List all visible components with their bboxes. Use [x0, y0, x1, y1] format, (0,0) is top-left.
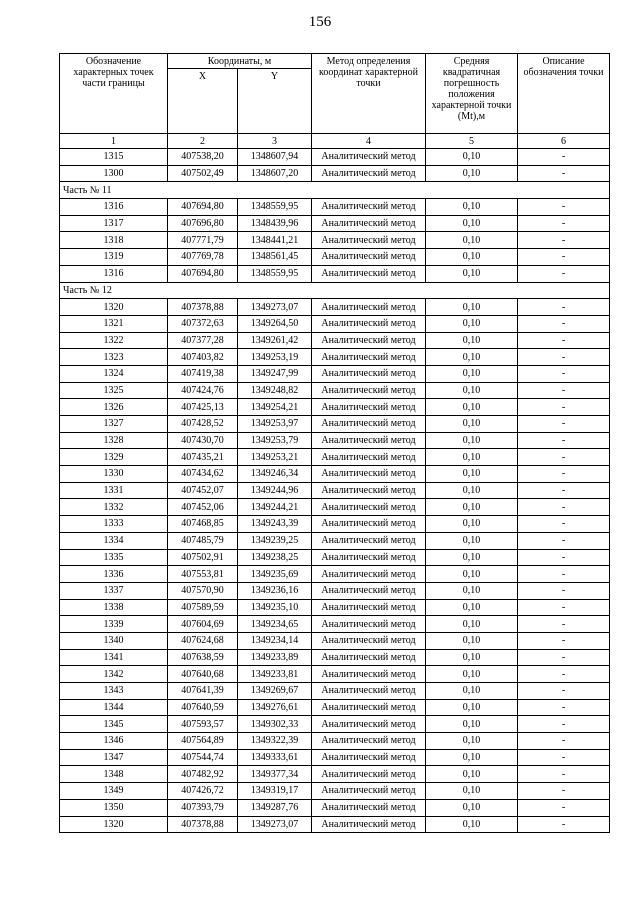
- description-cell: -: [518, 649, 610, 666]
- point-id-cell: 1343: [60, 683, 168, 700]
- table-row: [60, 649, 610, 666]
- y-coordinate-cell: 1349253,21: [238, 449, 312, 466]
- method-cell: Аналитический метод: [312, 599, 426, 616]
- y-coordinate-cell: 1349247,99: [238, 365, 312, 382]
- y-coordinate-cell: 1349261,42: [238, 332, 312, 349]
- error-cell: 0,10: [426, 716, 518, 733]
- y-coordinate-cell: 1349233,89: [238, 649, 312, 666]
- description-cell: -: [518, 632, 610, 649]
- y-coordinate-cell: 1348441,21: [238, 232, 312, 249]
- y-coordinate-cell: 1349254,21: [238, 399, 312, 416]
- method-cell: Аналитический метод: [312, 783, 426, 800]
- table-row: [60, 532, 610, 549]
- method-cell: Аналитический метод: [312, 766, 426, 783]
- y-coordinate-cell: 1349239,25: [238, 532, 312, 549]
- x-coordinate-cell: 407694,80: [168, 265, 238, 282]
- error-cell: 0,10: [426, 699, 518, 716]
- header-y: Y: [238, 69, 312, 134]
- x-coordinate-cell: 407624,68: [168, 632, 238, 649]
- description-cell: -: [518, 499, 610, 516]
- description-cell: -: [518, 466, 610, 483]
- point-id-cell: 1328: [60, 432, 168, 449]
- error-cell: 0,10: [426, 599, 518, 616]
- y-coordinate-cell: 1349246,34: [238, 466, 312, 483]
- table-row: [60, 666, 610, 683]
- description-cell: -: [518, 232, 610, 249]
- method-cell: Аналитический метод: [312, 549, 426, 566]
- error-cell: 0,10: [426, 499, 518, 516]
- y-coordinate-cell: 1349235,69: [238, 566, 312, 583]
- description-cell: -: [518, 249, 610, 266]
- x-coordinate-cell: 407638,59: [168, 649, 238, 666]
- description-cell: -: [518, 566, 610, 583]
- method-cell: Аналитический метод: [312, 616, 426, 633]
- table-row: [60, 299, 610, 316]
- method-cell: Аналитический метод: [312, 516, 426, 533]
- y-coordinate-cell: 1348559,95: [238, 199, 312, 216]
- table-row: [60, 482, 610, 499]
- point-id-cell: 1315: [60, 149, 168, 166]
- column-number: 1: [60, 134, 168, 149]
- point-id-cell: 1348: [60, 766, 168, 783]
- table-row: [60, 249, 610, 266]
- x-coordinate-cell: 407553,81: [168, 566, 238, 583]
- table-row: [60, 466, 610, 483]
- table-row: [60, 332, 610, 349]
- method-cell: Аналитический метод: [312, 566, 426, 583]
- error-cell: 0,10: [426, 265, 518, 282]
- description-cell: -: [518, 516, 610, 533]
- y-coordinate-cell: 1349273,07: [238, 816, 312, 833]
- y-coordinate-cell: 1349253,79: [238, 432, 312, 449]
- method-cell: Аналитический метод: [312, 365, 426, 382]
- point-id-cell: 1332: [60, 499, 168, 516]
- point-id-cell: 1350: [60, 799, 168, 816]
- x-coordinate-cell: 407771,79: [168, 232, 238, 249]
- x-coordinate-cell: 407419,38: [168, 365, 238, 382]
- description-cell: -: [518, 299, 610, 316]
- method-cell: Аналитический метод: [312, 232, 426, 249]
- error-cell: 0,10: [426, 733, 518, 750]
- point-id-cell: 1320: [60, 299, 168, 316]
- description-cell: -: [518, 315, 610, 332]
- x-coordinate-cell: 407593,57: [168, 716, 238, 733]
- description-cell: -: [518, 165, 610, 182]
- description-cell: -: [518, 699, 610, 716]
- point-id-cell: 1349: [60, 783, 168, 800]
- header-method: Метод определения координат характерной точки: [312, 54, 426, 134]
- table-row: [60, 449, 610, 466]
- error-cell: 0,10: [426, 616, 518, 633]
- description-cell: -: [518, 349, 610, 366]
- point-id-cell: 1323: [60, 349, 168, 366]
- point-id-cell: 1334: [60, 532, 168, 549]
- method-cell: Аналитический метод: [312, 699, 426, 716]
- x-coordinate-cell: 407641,39: [168, 683, 238, 700]
- x-coordinate-cell: 407452,06: [168, 499, 238, 516]
- y-coordinate-cell: 1349319,17: [238, 783, 312, 800]
- error-cell: 0,10: [426, 532, 518, 549]
- y-coordinate-cell: 1349253,97: [238, 416, 312, 433]
- x-coordinate-cell: 407426,72: [168, 783, 238, 800]
- table-row: [60, 632, 610, 649]
- error-cell: 0,10: [426, 649, 518, 666]
- table-body: [60, 149, 610, 833]
- table-row: [60, 699, 610, 716]
- table-row: [60, 549, 610, 566]
- point-id-cell: 1338: [60, 599, 168, 616]
- method-cell: Аналитический метод: [312, 265, 426, 282]
- description-cell: -: [518, 666, 610, 683]
- error-cell: 0,10: [426, 582, 518, 599]
- description-cell: -: [518, 766, 610, 783]
- error-cell: 0,10: [426, 299, 518, 316]
- description-cell: -: [518, 549, 610, 566]
- table-row: [60, 149, 610, 166]
- table-row: [60, 432, 610, 449]
- table-row: [60, 315, 610, 332]
- table-row: [60, 683, 610, 700]
- x-coordinate-cell: 407589,59: [168, 599, 238, 616]
- y-coordinate-cell: 1348561,45: [238, 249, 312, 266]
- y-coordinate-cell: 1349243,39: [238, 516, 312, 533]
- error-cell: 0,10: [426, 416, 518, 433]
- method-cell: Аналитический метод: [312, 215, 426, 232]
- error-cell: 0,10: [426, 332, 518, 349]
- description-cell: -: [518, 382, 610, 399]
- description-cell: -: [518, 616, 610, 633]
- table-row: [60, 783, 610, 800]
- table-row: [60, 566, 610, 583]
- x-coordinate-cell: 407377,28: [168, 332, 238, 349]
- method-cell: Аналитический метод: [312, 349, 426, 366]
- description-cell: -: [518, 449, 610, 466]
- point-id-cell: 1330: [60, 466, 168, 483]
- table-row: [60, 416, 610, 433]
- table-row: [60, 382, 610, 399]
- error-cell: 0,10: [426, 382, 518, 399]
- table-row: [60, 215, 610, 232]
- table-row: [60, 616, 610, 633]
- x-coordinate-cell: 407544,74: [168, 749, 238, 766]
- method-cell: Аналитический метод: [312, 332, 426, 349]
- point-id-cell: 1300: [60, 165, 168, 182]
- point-id-cell: 1327: [60, 416, 168, 433]
- x-coordinate-cell: 407424,76: [168, 382, 238, 399]
- point-id-cell: 1316: [60, 265, 168, 282]
- y-coordinate-cell: 1348607,20: [238, 165, 312, 182]
- description-cell: -: [518, 432, 610, 449]
- header-description: Описание обозначения точки: [518, 54, 610, 134]
- x-coordinate-cell: 407425,13: [168, 399, 238, 416]
- error-cell: 0,10: [426, 783, 518, 800]
- table-row: [60, 816, 610, 833]
- header-designation: Обозначение характерных точек части границы: [60, 54, 168, 134]
- method-cell: Аналитический метод: [312, 733, 426, 750]
- x-coordinate-cell: 407434,62: [168, 466, 238, 483]
- point-id-cell: 1320: [60, 816, 168, 833]
- point-id-cell: 1336: [60, 566, 168, 583]
- x-coordinate-cell: 407378,88: [168, 299, 238, 316]
- x-coordinate-cell: 407604,69: [168, 616, 238, 633]
- error-cell: 0,10: [426, 449, 518, 466]
- description-cell: -: [518, 215, 610, 232]
- y-coordinate-cell: 1349302,33: [238, 716, 312, 733]
- x-coordinate-cell: 407403,82: [168, 349, 238, 366]
- column-number: 5: [426, 134, 518, 149]
- error-cell: 0,10: [426, 349, 518, 366]
- x-coordinate-cell: 407502,91: [168, 549, 238, 566]
- description-cell: -: [518, 749, 610, 766]
- description-cell: -: [518, 716, 610, 733]
- point-id-cell: 1321: [60, 315, 168, 332]
- error-cell: 0,10: [426, 249, 518, 266]
- point-id-cell: 1339: [60, 616, 168, 633]
- method-cell: Аналитический метод: [312, 299, 426, 316]
- method-cell: Аналитический метод: [312, 315, 426, 332]
- method-cell: Аналитический метод: [312, 532, 426, 549]
- point-id-cell: 1325: [60, 382, 168, 399]
- x-coordinate-cell: 407640,59: [168, 699, 238, 716]
- table-row: [60, 399, 610, 416]
- y-coordinate-cell: 1349253,19: [238, 349, 312, 366]
- y-coordinate-cell: 1348607,94: [238, 149, 312, 166]
- point-id-cell: 1346: [60, 733, 168, 750]
- point-id-cell: 1317: [60, 215, 168, 232]
- y-coordinate-cell: 1349234,14: [238, 632, 312, 649]
- error-cell: 0,10: [426, 482, 518, 499]
- point-id-cell: 1337: [60, 582, 168, 599]
- y-coordinate-cell: 1349233,81: [238, 666, 312, 683]
- table-row: [60, 265, 610, 282]
- method-cell: Аналитический метод: [312, 149, 426, 166]
- table-row: [60, 599, 610, 616]
- x-coordinate-cell: 407694,80: [168, 199, 238, 216]
- method-cell: Аналитический метод: [312, 716, 426, 733]
- method-cell: Аналитический метод: [312, 632, 426, 649]
- method-cell: Аналитический метод: [312, 482, 426, 499]
- header-coordinates: Координаты, м: [168, 54, 312, 69]
- method-cell: Аналитический метод: [312, 165, 426, 182]
- error-cell: 0,10: [426, 199, 518, 216]
- method-cell: Аналитический метод: [312, 683, 426, 700]
- y-coordinate-cell: 1349238,25: [238, 549, 312, 566]
- part-label: Часть № 11: [60, 182, 610, 199]
- y-coordinate-cell: 1349264,50: [238, 315, 312, 332]
- error-cell: 0,10: [426, 516, 518, 533]
- method-cell: Аналитический метод: [312, 199, 426, 216]
- x-coordinate-cell: 407468,85: [168, 516, 238, 533]
- y-coordinate-cell: 1349333,61: [238, 749, 312, 766]
- description-cell: -: [518, 582, 610, 599]
- error-cell: 0,10: [426, 215, 518, 232]
- method-cell: Аналитический метод: [312, 449, 426, 466]
- table-row: [60, 749, 610, 766]
- table-row: [60, 232, 610, 249]
- x-coordinate-cell: 407430,70: [168, 432, 238, 449]
- table-row: [60, 799, 610, 816]
- part-header-row: [60, 282, 610, 299]
- method-cell: Аналитический метод: [312, 466, 426, 483]
- description-cell: -: [518, 683, 610, 700]
- page-number: 156: [308, 14, 332, 30]
- point-id-cell: 1340: [60, 632, 168, 649]
- description-cell: -: [518, 399, 610, 416]
- part-header-row: [60, 182, 610, 199]
- error-cell: 0,10: [426, 399, 518, 416]
- method-cell: Аналитический метод: [312, 416, 426, 433]
- point-id-cell: 1326: [60, 399, 168, 416]
- description-cell: -: [518, 482, 610, 499]
- x-coordinate-cell: 407485,79: [168, 532, 238, 549]
- x-coordinate-cell: 407769,78: [168, 249, 238, 266]
- point-id-cell: 1333: [60, 516, 168, 533]
- method-cell: Аналитический метод: [312, 382, 426, 399]
- method-cell: Аналитический метод: [312, 749, 426, 766]
- x-coordinate-cell: 407435,21: [168, 449, 238, 466]
- error-cell: 0,10: [426, 766, 518, 783]
- table-row: [60, 733, 610, 750]
- method-cell: Аналитический метод: [312, 666, 426, 683]
- description-cell: -: [518, 783, 610, 800]
- method-cell: Аналитический метод: [312, 249, 426, 266]
- y-coordinate-cell: 1349248,82: [238, 382, 312, 399]
- y-coordinate-cell: 1349377,34: [238, 766, 312, 783]
- y-coordinate-cell: 1349244,96: [238, 482, 312, 499]
- error-cell: 0,10: [426, 549, 518, 566]
- y-coordinate-cell: 1349234,65: [238, 616, 312, 633]
- table-row: [60, 499, 610, 516]
- x-coordinate-cell: 407428,52: [168, 416, 238, 433]
- table-row: [60, 766, 610, 783]
- column-number: 3: [238, 134, 312, 149]
- description-cell: -: [518, 365, 610, 382]
- table-row: [60, 199, 610, 216]
- point-id-cell: 1324: [60, 365, 168, 382]
- description-cell: -: [518, 733, 610, 750]
- method-cell: Аналитический метод: [312, 816, 426, 833]
- x-coordinate-cell: 407564,89: [168, 733, 238, 750]
- x-coordinate-cell: 407393,79: [168, 799, 238, 816]
- error-cell: 0,10: [426, 632, 518, 649]
- y-coordinate-cell: 1349235,10: [238, 599, 312, 616]
- x-coordinate-cell: 407482,92: [168, 766, 238, 783]
- y-coordinate-cell: 1348559,95: [238, 265, 312, 282]
- error-cell: 0,10: [426, 315, 518, 332]
- table-row: [60, 165, 610, 182]
- point-id-cell: 1319: [60, 249, 168, 266]
- y-coordinate-cell: 1349322,39: [238, 733, 312, 750]
- column-number: 6: [518, 134, 610, 149]
- point-id-cell: 1335: [60, 549, 168, 566]
- description-cell: -: [518, 265, 610, 282]
- error-cell: 0,10: [426, 165, 518, 182]
- table-row: [60, 516, 610, 533]
- x-coordinate-cell: 407640,68: [168, 666, 238, 683]
- x-coordinate-cell: 407696,80: [168, 215, 238, 232]
- error-cell: 0,10: [426, 683, 518, 700]
- part-label: Часть № 12: [60, 282, 610, 299]
- point-id-cell: 1345: [60, 716, 168, 733]
- point-id-cell: 1318: [60, 232, 168, 249]
- point-id-cell: 1341: [60, 649, 168, 666]
- x-coordinate-cell: 407378,88: [168, 816, 238, 833]
- method-cell: Аналитический метод: [312, 399, 426, 416]
- header-error: Средняя квадратичная погрешность положения характерной точки (Mt),м: [426, 54, 518, 134]
- method-cell: Аналитический метод: [312, 432, 426, 449]
- coordinates-table: [59, 53, 610, 833]
- description-cell: -: [518, 799, 610, 816]
- y-coordinate-cell: 1349244,21: [238, 499, 312, 516]
- column-number: 2: [168, 134, 238, 149]
- description-cell: -: [518, 416, 610, 433]
- point-id-cell: 1347: [60, 749, 168, 766]
- x-coordinate-cell: 407570,90: [168, 582, 238, 599]
- description-cell: -: [518, 599, 610, 616]
- description-cell: -: [518, 532, 610, 549]
- error-cell: 0,10: [426, 749, 518, 766]
- method-cell: Аналитический метод: [312, 499, 426, 516]
- x-coordinate-cell: 407538,20: [168, 149, 238, 166]
- table-row: [60, 349, 610, 366]
- description-cell: -: [518, 816, 610, 833]
- error-cell: 0,10: [426, 799, 518, 816]
- table-row: [60, 716, 610, 733]
- y-coordinate-cell: 1349273,07: [238, 299, 312, 316]
- method-cell: Аналитический метод: [312, 582, 426, 599]
- column-number-row: [60, 134, 610, 149]
- error-cell: 0,10: [426, 466, 518, 483]
- point-id-cell: 1322: [60, 332, 168, 349]
- point-id-cell: 1344: [60, 699, 168, 716]
- x-coordinate-cell: 407372,63: [168, 315, 238, 332]
- x-coordinate-cell: 407502,49: [168, 165, 238, 182]
- y-coordinate-cell: 1349276,61: [238, 699, 312, 716]
- error-cell: 0,10: [426, 432, 518, 449]
- error-cell: 0,10: [426, 232, 518, 249]
- error-cell: 0,10: [426, 566, 518, 583]
- point-id-cell: 1331: [60, 482, 168, 499]
- point-id-cell: 1342: [60, 666, 168, 683]
- x-coordinate-cell: 407452,07: [168, 482, 238, 499]
- error-cell: 0,10: [426, 816, 518, 833]
- error-cell: 0,10: [426, 666, 518, 683]
- description-cell: -: [518, 149, 610, 166]
- point-id-cell: 1316: [60, 199, 168, 216]
- point-id-cell: 1329: [60, 449, 168, 466]
- header-x: X: [168, 69, 238, 134]
- description-cell: -: [518, 199, 610, 216]
- description-cell: -: [518, 332, 610, 349]
- y-coordinate-cell: 1349287,76: [238, 799, 312, 816]
- column-number: 4: [312, 134, 426, 149]
- y-coordinate-cell: 1349236,16: [238, 582, 312, 599]
- table-row: [60, 582, 610, 599]
- method-cell: Аналитический метод: [312, 649, 426, 666]
- table-row: [60, 365, 610, 382]
- y-coordinate-cell: 1349269,67: [238, 683, 312, 700]
- error-cell: 0,10: [426, 365, 518, 382]
- y-coordinate-cell: 1348439,96: [238, 215, 312, 232]
- error-cell: 0,10: [426, 149, 518, 166]
- method-cell: Аналитический метод: [312, 799, 426, 816]
